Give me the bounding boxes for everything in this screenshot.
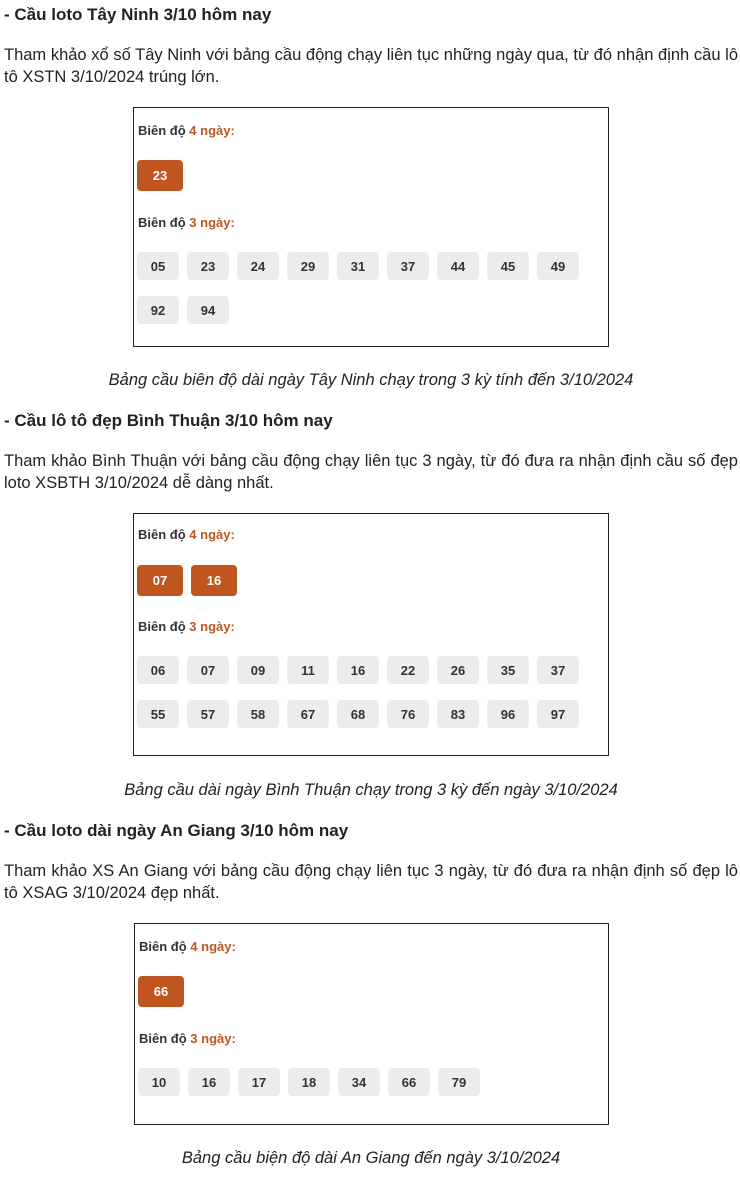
range-3-label: Biên độ 3 ngày:: [138, 215, 235, 230]
lotto-number-chip: 96: [487, 700, 529, 728]
lotto-number-chip: 24: [237, 252, 279, 280]
loto-table: [133, 107, 609, 347]
table-caption: Bảng cầu biện độ dài An Giang đến ngày 3/10/2024: [181, 1149, 561, 1167]
lotto-number-chip: 66: [388, 1068, 430, 1096]
lotto-number-chip: 26: [437, 656, 479, 684]
lotto-number-chip: 45: [487, 252, 529, 280]
lotto-number-chip: 49: [537, 252, 579, 280]
lotto-number-chip: 06: [137, 656, 179, 684]
lotto-number-chip: 23: [187, 252, 229, 280]
lotto-number-chip: 94: [187, 296, 229, 324]
lotto-number-chip: 10: [138, 1068, 180, 1096]
section-heading: - Cầu loto Tây Ninh 3/10 hôm nay: [4, 5, 272, 24]
range-4-label: Biên độ 4 ngày:: [138, 123, 235, 138]
lotto-number-chip: 97: [537, 700, 579, 728]
section-heading: - Cầu loto dài ngày An Giang 3/10 hôm nay: [4, 821, 349, 840]
lotto-number-chip: 68: [337, 700, 379, 728]
section-heading: - Cầu lô tô đẹp Bình Thuận 3/10 hôm nay: [4, 411, 333, 430]
lotto-number-chip: 23: [137, 160, 183, 191]
loto-table: [133, 513, 609, 756]
lotto-number-chip: 05: [137, 252, 179, 280]
lotto-number-chip: 18: [288, 1068, 330, 1096]
lotto-number-chip: 07: [137, 565, 183, 596]
lotto-number-chip: 16: [337, 656, 379, 684]
section-intro: Tham khảo XS An Giang với bảng cầu động chạy liên tục 3 ngày, từ đó đưa ra nhận định số đẹp lô tô XSAG 3/10/2024 đẹp nhất.: [4, 862, 738, 902]
lotto-number-chip: 16: [188, 1068, 230, 1096]
range-3-label: Biên độ 3 ngày:: [139, 1031, 236, 1046]
lotto-number-chip: 83: [437, 700, 479, 728]
section-intro: Tham khảo Bình Thuận với bảng cầu động chạy liên tục 3 ngày, từ đó đưa ra nhận định cầu số đẹp loto XSBTH 3/10/2024 dễ dàng nhất.: [4, 452, 738, 492]
loto-table: [134, 923, 609, 1125]
range-3-label: Biên độ 3 ngày:: [138, 619, 235, 634]
lotto-number-chip: 29: [287, 252, 329, 280]
table-caption: Bảng cầu dài ngày Bình Thuận chạy trong 3 kỳ đến ngày 3/10/2024: [124, 781, 618, 799]
lotto-number-chip: 92: [137, 296, 179, 324]
lotto-number-chip: 34: [338, 1068, 380, 1096]
lotto-number-chip: 07: [187, 656, 229, 684]
range-4-label: Biên độ 4 ngày:: [139, 939, 236, 954]
lotto-number-chip: 44: [437, 252, 479, 280]
lotto-number-chip: 09: [237, 656, 279, 684]
lotto-number-chip: 66: [138, 976, 184, 1007]
lotto-number-chip: 17: [238, 1068, 280, 1096]
lotto-number-chip: 22: [387, 656, 429, 684]
lotto-number-chip: 76: [387, 700, 429, 728]
lotto-number-chip: 58: [237, 700, 279, 728]
lotto-number-chip: 31: [337, 252, 379, 280]
lotto-number-chip: 37: [387, 252, 429, 280]
lotto-number-chip: 55: [137, 700, 179, 728]
lotto-number-chip: 35: [487, 656, 529, 684]
lotto-number-chip: 16: [191, 565, 237, 596]
table-caption: Bảng cầu biên độ dài ngày Tây Ninh chạy trong 3 kỳ tính đến 3/10/2024: [108, 371, 634, 389]
range-4-label: Biên độ 4 ngày:: [138, 527, 235, 542]
lotto-number-chip: 11: [287, 656, 329, 684]
lotto-number-chip: 67: [287, 700, 329, 728]
lotto-number-chip: 79: [438, 1068, 480, 1096]
lotto-number-chip: 37: [537, 656, 579, 684]
lotto-number-chip: 57: [187, 700, 229, 728]
section-intro: Tham khảo xổ số Tây Ninh với bảng cầu động chạy liên tục những ngày qua, từ đó nhận định cầu lô tô XSTN 3/10/2024 trúng lớn.: [4, 46, 738, 86]
